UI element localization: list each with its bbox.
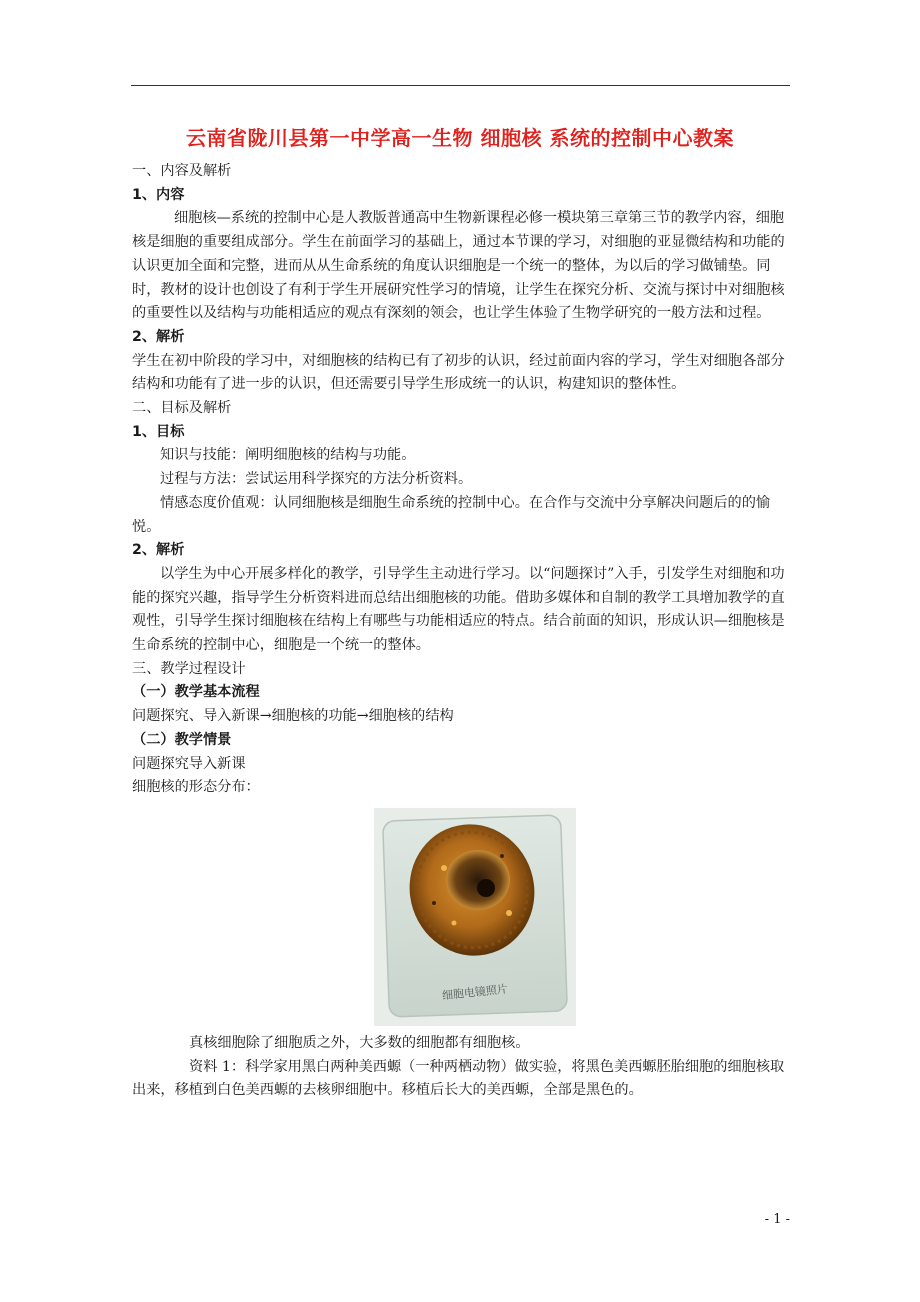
subsection-heading: （二）教学情景 xyxy=(132,731,232,748)
paragraph: 问题探究导入新课 xyxy=(132,755,246,772)
subsection-heading: 1、内容 xyxy=(132,186,185,203)
goal-item: 情感态度价值观：认同细胞核是细胞生命系统的控制中心。在合作与交流中分享解决问题后的的愉悦。 xyxy=(132,494,771,535)
subsection-heading: 2、解析 xyxy=(132,542,185,559)
subsection-heading: 2、解析 xyxy=(132,328,185,345)
subsection-heading: （一）教学基本流程 xyxy=(132,684,260,701)
figure-caption: 细胞电镜照片 xyxy=(441,982,509,1003)
paragraph: 资料 1：科学家用黑白两种美西螈（一种两栖动物）做实验，将黑色美西螈胚胎细胞的细胞核取出来，移植到白色美西螈的去核卵细胞中。移植后长大的美西螈，全部是黑色的。 xyxy=(132,1058,785,1099)
paragraph: 以学生为中心开展多样化的教学，引导学生主动进行学习。以“问题探讨”入手，引发学生对细胞和功能的探究兴趣，指导学生分析资料进而总结出细胞核的功能。借助多媒体和自制的教学工具增加教学的直观性，引导学生探讨细胞核在结构上有哪些与功能相适应的特点。结合前面的知识，形成认识—细胞核是生命系统的控制中心，细胞是一个统一的整体。 xyxy=(132,565,785,654)
subsection-heading: 1、目标 xyxy=(132,423,185,440)
paragraph: 细胞核—系统的控制中心是人教版普通高中生物新课程必修一模块第三章第三节的教学内容，细胞核是细胞的重要组成部分。学生在前面学习的基础上，通过本节课的学习，对细胞的亚显微结构和功能的认识更加全面和完整，进而从从生命系统的角度认识细胞是一个统一的整体，为以后的学习做铺垫。同时，教材的设计也创设了有利于学生开展研究性学习的情境，让学生在探究分析、交流与探讨中对细胞核的重要性以及结构与功能相适应的观点有深刻的领会，也让学生体验了生物学研究的一般方法和过程。 xyxy=(132,210,785,322)
flow-text: 问题探究、导入新课→细胞核的功能→细胞核的结构 xyxy=(132,708,454,725)
page-number: - 1 - xyxy=(764,1212,790,1227)
figure-container xyxy=(132,800,792,1032)
goal-item: 过程与方法：尝试运用科学探究的方法分析资料。 xyxy=(160,471,473,488)
header-rule xyxy=(131,85,790,86)
cell-micrograph-image xyxy=(374,808,576,1026)
section-heading: 三、教学过程设计 xyxy=(132,660,246,677)
section-heading: 一、内容及解析 xyxy=(132,163,232,179)
paragraph: 学生在初中阶段的学习中，对细胞核的结构已有了初步的认识，经过前面内容的学习，学生对细胞各部分结构和功能有了进一步的认识，但还需要引导学生形成统一的认识，构建知识的整体性。 xyxy=(132,352,785,393)
section-heading: 二、目标及解析 xyxy=(132,400,232,417)
paragraph: 细胞核的形态分布： xyxy=(132,779,260,796)
goal-item: 知识与技能：阐明细胞核的结构与功能。 xyxy=(160,447,416,464)
document-title: 云南省陇川县第一中学高一生物 细胞核 系统的控制中心教案 xyxy=(186,126,734,150)
paragraph: 真核细胞除了细胞质之外，大多数的细胞都有细胞核。 xyxy=(189,1034,530,1051)
document-body xyxy=(132,160,792,1103)
